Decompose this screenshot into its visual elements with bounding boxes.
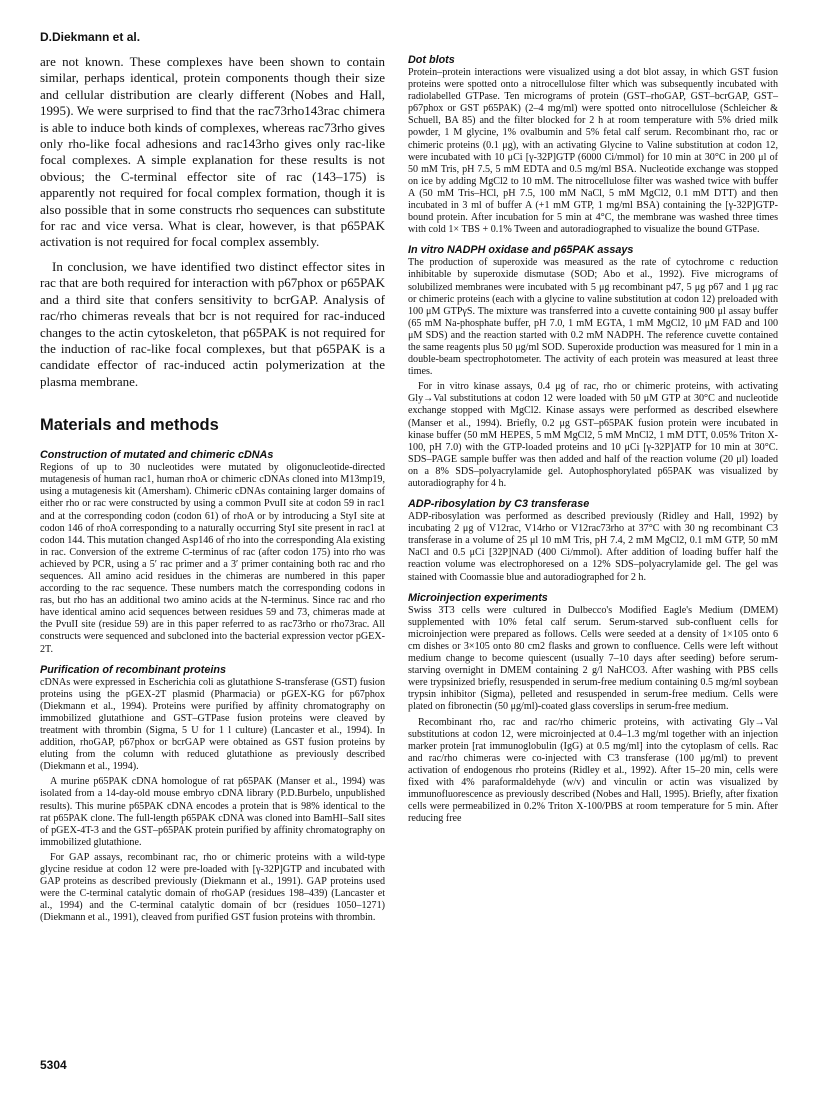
- nadph-paragraph: The production of superoxide was measured as the rate of cytochrome c reduction inhibitable by superoxide dismutase (SOD; Abo et al., 1992). Five micrograms of solubilized membranes were incubated with 5 μg recombinant p47, 5 μg p67 and 1 μg rac or chimeric proteins (each with a glycine to valine substitution at codon 12) preloaded with 100 μM GTPγS. The mixture was transferred into a cuvette containing 900 μl assay buffer (65 mM Na-phosphate buffer, pH 7.0, 1 mM EGTA, 1 mM MgCl2, 10 μM FAD and 100 μM SDS) and the reaction started with 0.2 mM NADPH. The reference cuvette contained the same reagents plus 50 μg/ml SOD. Superoxide production was measured for 1 min in a double-beam spectrophotometer. The activity of each protein was measured at least three times.: [408, 257, 778, 378]
- discussion-conclusion: [40, 54, 385, 390]
- nadph-section: [408, 244, 778, 490]
- microinjection-paragraph: Swiss 3T3 cells were cultured in Dulbecco's Modified Eagle's Medium (DMEM) supplemented with 10% fetal calf serum. Serum-starved sub-confluent cells for microinjection were prepared as follows. Cells were seeded at a density of 1×105 onto 6 cm dishes or 3×105 onto 80 cm2 flasks and grown to confluence. Cells were left without medium change to become quiescent (usually 7–10 days after seeding) before serum-starving overnight in DMEM containing 2 g/l NaHCO3. After washing with PBS cells were trypsinized briefly, resuspended in serum-free medium containing 0.5 mg/ml soybean trypsin inhibitor (Sigma), pelleted and resuspended in serum-free medium. Cells were plated on fibronectin (50 μg/ml)-coated glass coverslips in serum-free medium.: [408, 604, 778, 713]
- nadph-title: In vitro NADPH oxidase and p65PAK assays: [408, 244, 634, 257]
- adp-section: [408, 498, 778, 584]
- microinjection-title: Microinjection experiments: [408, 591, 548, 604]
- construction-title: Construction of mutated and chimeric cDNAs: [40, 449, 274, 462]
- construction-section: [40, 449, 385, 656]
- adp-paragraph: ADP-ribosylation was performed as described previously (Ridley and Hall, 1992) by incubating 2 μg of V12rac, V14rho or V12rac73rho at 37°C with 30 ng recombinant C3 transferase in a volume of 25 μl 10 mM Tris, pH 7.4, 2 mM MgCl2, 0.1 mM GTP, 50 mM NaCl and 0.5 μCi [32P]NAD (400 Ci/mmol). After addition of loading buffer half the reaction volume was electrophoresed on a 12% SDS–polyacrylamide gel. The gel was stained with Coomassie blue and autoradiographed for 2 h.: [408, 511, 778, 583]
- nadph-paragraph: For in vitro kinase assays, 0.4 μg of rac, rho or chimeric proteins, with activating Gly→Val substitutions at codon 12 were loaded with 50 μM GTP at 30°C and nucleotide exchange stopped with MgCl2. Kinase assays were performed as described elsewhere (Manser et al., 1994). Briefly, 0.2 μg GST–p65PAK fusion protein were incubated in kinase buffer (50 mM HEPES, 5 mM MgCl2, 5 mM MnCl2, 1 mM DTT, 0.05% Triton X-100, pH 7.0) with the GTP-loaded proteins and 10 μCi [γ-32P]ATP for 10 min at 30°C. SDS–PAGE sample buffer was then added and half of the reaction volume (20 μl) loaded on a 8% SDS–polyacrylamide gel. Autophosphorylated p65PAK was visualized by autoradiography for 4 h.: [408, 381, 778, 489]
- purification-paragraph: cDNAs were expressed in Escherichia coli as glutathione S-transferase (GST) fusion proteins using the pGEX-2T plasmid (Pharmacia) or pGEX-KG for p67phox (Diekmann et al., 1994). Proteins were purified by affinity chromatography on immobilized glutathione and GST–GTPase fusion proteins were cleaved by treatment with thrombin (Sigma, 5 U for 1 l culture) (Lancaster et al., 1994). In addition, rhoGAP, p67phox or bcrGAP were obtained as GST fusion proteins by eluting from the column with reduced glutathione as previously described (Diekmann et al., 1994).: [40, 676, 385, 773]
- microinjection-section: [408, 592, 778, 826]
- microinjection-paragraph: Recombinant rho, rac and rac/rho chimeric proteins, with activating Gly→Val substitutions at codon 12, were microinjected at 0.4–1.3 mg/ml together with an injection marker protein [rat immunoglobulin (IgG) at 0.5 mg/ml] into the cytoplasm of cells. Rac and rac/rho chimeras were co-injected with C3 transferase (100 μg/ml) to prevent activation of endogenous rho proteins (Ridley et al., 1992). After 15–20 min, cells were fixed with 4% paraformaldehyde (w/v) and vinculin or actin was visualized by immunofluorescence as previously described (Nobes and Hall, 1995). Briefly, after fixation cells were permeabilized in 0.2% Triton X-100/PBS at room temperature for 5 min. After reducing free: [408, 716, 778, 825]
- adp-title: ADP-ribosylation by C3 transferase: [408, 498, 590, 511]
- purification-paragraph: For GAP assays, recombinant rac, rho or chimeric proteins with a wild-type glycine residue at codon 12 were pre-loaded with [γ-32P]GTP and incubated with GAP proteins as described previously (Diekmann et al., 1991). GAP proteins used were the C-terminal catalytic domain of rhoGAP (residues 198–439) (Lancaster et al., 1994) and the C-terminal catalytic domain of bcr (residues 1050–1271) (Diekmann et al., 1991), cleaved from purified GST fusion proteins with thrombin.: [40, 851, 385, 924]
- purification-section: [40, 664, 385, 925]
- purification-paragraph: A murine p65PAK cDNA homologue of rat p65PAK (Manser et al., 1994) was isolated from a 14-day-old mouse embryo cDNA library (P.D.Burbelo, unpublished results). This murine p65PAK cDNA encodes a protein that is 98% identical to the rat p65PAK clone. The full-length p65PAK cDNA was cloned into BamHI–SalI sites of pGEX-4T-3 and the GST–p65PAK protein purified by affinity chromatography on immobilized glutathione.: [40, 776, 385, 848]
- discussion-paragraph: are not known. These complexes have been shown to contain similar, perhaps identical, protein components though their size and cellular distribution are clearly different (Nobes and Hall, 1995). We were surprised to find that the rac73rho143rac chimera is able to induce both kinds of complexes, whereas rac73rho gives only rho-like focal adhesions and rac143rho gives only rac-like focal complexes. A simple explanation for these results is not obvious; the C-terminal effector site of rac (143–175) is apparently not required for focal complex formation, though it is also possible that in some constructs rho sequences can substitute for rac and vice versa. What is clear, however, is that p65PAK activation is not required for focal complex assembly.: [40, 54, 385, 250]
- running-head: D.Diekmann et al.: [40, 30, 141, 44]
- dotblots-section: [408, 54, 778, 236]
- conclusion-paragraph: In conclusion, we have identified two distinct effector sites in rac that are both required for interaction with p67phox or p65PAK and a third site that confers sensitivity to bcrGAP. Analysis of rac/rho chimeras reveals that bcr is not required for rac-induced changes to the actin cytoskeleton, that p65PAK is not required for the induction of rac-like focal complexes, but that p65PAK is a candidate effector of rac-induced actin polymerization at the plasma membrane.: [40, 258, 385, 389]
- left-column: [40, 54, 385, 933]
- purification-title: Purification of recombinant proteins: [40, 663, 226, 676]
- dotblots-title: Dot blots: [408, 54, 455, 66]
- dotblots-paragraph: Protein–protein interactions were visualized using a dot blot assay, in which GST fusion proteins were spotted onto a nitrocellulose filter which was subsequently incubated with radiolabelled GTPase. Ten micrograms of protein (GST–rhoGAP, GST–bcrGAP, GST–p67phox or GST p65PAK) (2–4 mg/ml) were spotted onto nitrocellulose (Schleicher & Schuell, BA 85) and the filter blocked for 2 h at room temperature with 5% dried milk powder, 1 M glycine, 1% ovalbumin and 5% fetal calf serum. Recombinant rho, rac or chimeric proteins (0.1 μg), with an activating Glycine to Valine substitution at codon 12, were incubated with 10 μCi [γ-32P]GTP (6000 Ci/mmol) for 10 min at 30°C in 200 μl of 50 mM Tris, pH 7.5, 5 mM EDTA and 0.5 mg/ml BSA. Nucleotide exchange was stopped on ice by adding MgCl2 to 10 mM. The nitrocellulose filter was washed twice with buffer A (50 mM Tris–HCl, pH 7.5, 100 mM NaCl, 5 mM MgCl2, 0.1 mM DTT) and then incubated in 3 ml of buffer A (+1 mM GTP, 1 mg/ml BSA) containing the [γ-32P]GTP-bound protein. After incubation for 5 min at 4°C, the membrane was washed three times with cold 1× TBS + 0.1% Tween and autoradiographed to visualize the bound GTPase.: [408, 67, 778, 236]
- construction-paragraph: Regions of up to 30 nucleotides were mutated by oligonucleotide-directed mutagenesis of human rac1, human rhoA or chimeric cDNAs cloned into M13mp19, using a mutagenesis kit (Amersham). Chimeric cDNAs containing larger domains of either rho or rac were constructed by using a common PvuII site at codon 59 in rac1 and at the corresponding codon (codon 61) of rhoA or by introducing a StyI site at codon 146 of rhoA corresponding to a naturally occurring StyI site present in rac1 at codon 144. This mutation changed Asp146 of rho into the corresponding Ala existing in rac. Conversion of the extreme C-terminus of rac (after codon 175) into rho was achieved by PCR, using a 5′ rac primer and a 3′ primer containing both rac and rho sequences. All amino acid residues in the chimeras are numbered in this paper according to the rac sequence. These numbers match the corresponding codons in ras, but rho has an additional two amino acids at the N-terminus. Since rac and rho have identical amino acid sequences between residues 59 and 73, chimeras made at the PvuII site (residue 59) are in this paper referred to as rac73rho or rho73rac. All constructs were sequenced and subcloned into the bacterial expression vector pGEX-2T.: [40, 462, 385, 655]
- methods-heading: Materials and methods: [40, 416, 219, 435]
- page-number: 5304: [40, 1058, 67, 1072]
- right-column: [408, 54, 778, 833]
